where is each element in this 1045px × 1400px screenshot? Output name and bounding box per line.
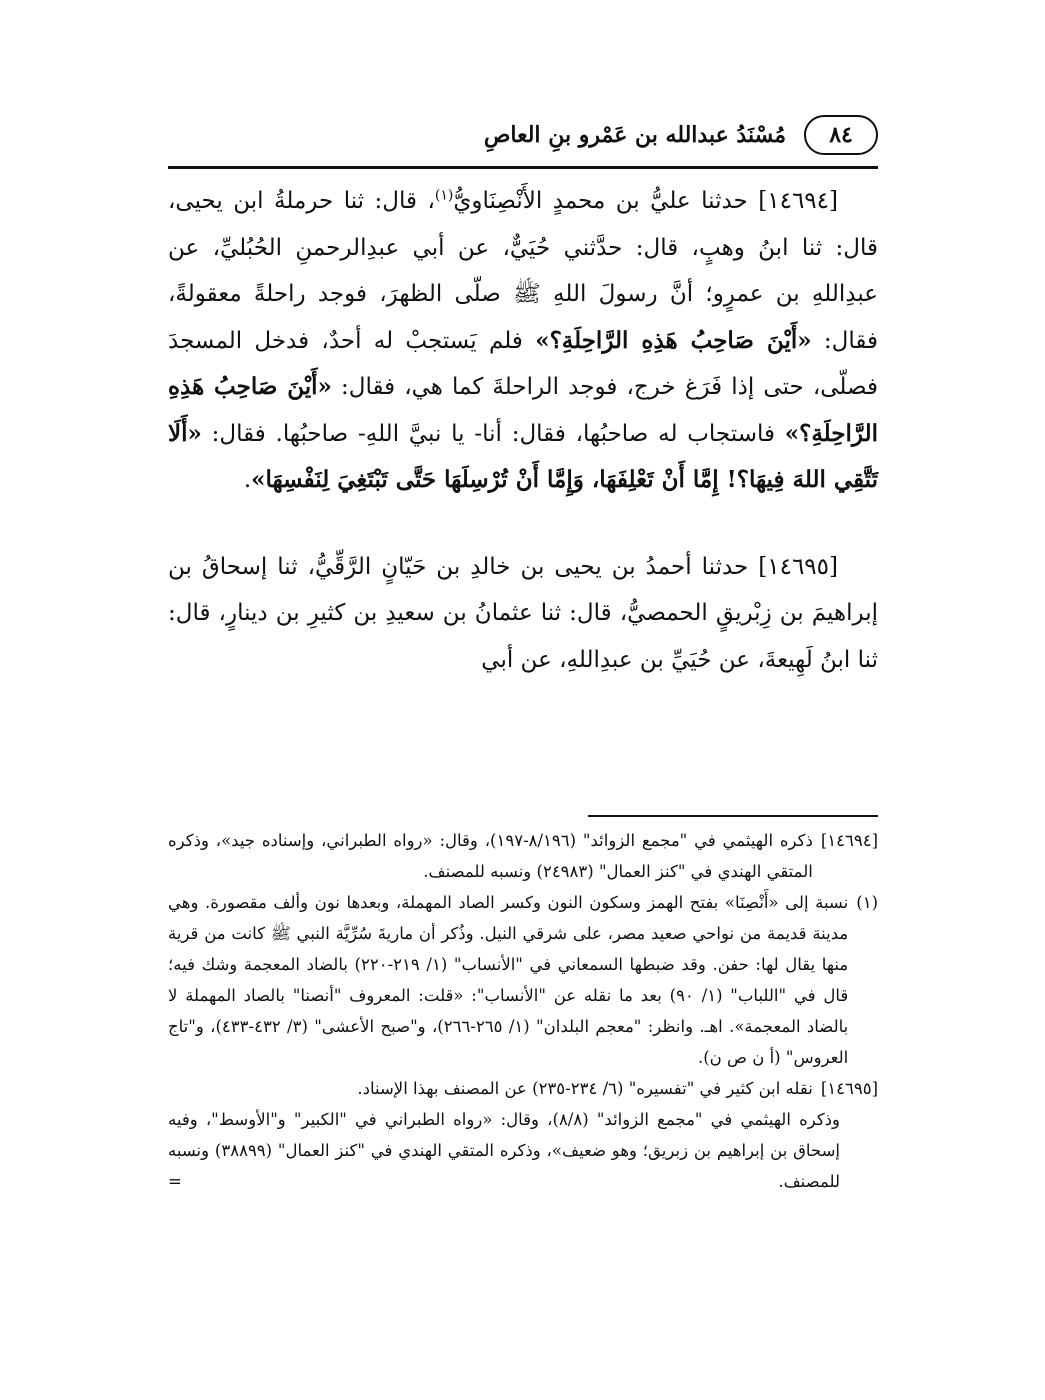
- footnote-mark: (١): [856, 893, 878, 912]
- footnote-ref-1[interactable]: (١): [434, 187, 454, 204]
- continuation-mark: =: [168, 1172, 182, 1191]
- footnote-14695: [168, 1073, 878, 1104]
- header-rule: [168, 166, 878, 169]
- footnote-14694: [168, 825, 878, 887]
- footnote-rule: [588, 815, 878, 817]
- prophetic-quote-3: «أَلَا تَتَّقِي اللهَ فِيهَا؟! إِمَّا أَنْ تَعْلِفَهَا، وَإِمَّا أَنْ تُرْسِلَهَا حَتَّى تَبْتَغِيَ لِنَفْسِهَا»: [168, 419, 878, 493]
- page-header: [168, 110, 878, 160]
- p1-text-d: فاستجاب له صاحبُها، فقال: أنا- يا نبيَّ اللهِ- صاحبُها. فقال:: [201, 420, 785, 447]
- footnote-14695-continued: [168, 1104, 878, 1197]
- running-title: مُسْنَدُ عبدالله بن عَمْرو بنِ العاصِ: [483, 122, 786, 148]
- main-text: [168, 178, 878, 683]
- prophetic-quote-2: «أَيْنَ صَاحِبُ هَذِهِ الرَّاحِلَةِ؟»: [168, 373, 878, 447]
- hadith-14694: [168, 178, 878, 504]
- footnotes: [168, 825, 878, 1197]
- footnote-text: نسبة إلى «أَنْصِنَا» بفتح الهمز وسكون النون وكسر الصاد المهملة، وبعدها نون وألف مقصورة. وهي مدينة قديمة من نواحي صعيد مصر، على شرقي النيل. وذُكر أن ماريةَ سُرِّيَّة النبي ﷺ كانت من قرية منها يقال لها: حفن. وقد ضبطها السمعاني في "الأنساب" (١/ ٢١٩-٢٢٠) بالضاد المعجمة وشك فيه؛ قال في "اللباب" (١/ ٩٠) بعد ما نقله عن "الأنساب": «قلت: المعروف "أنصنا" بالصاد المهملة لا بالضاد المعجمة». اهـ. وانظر: "معجم البلدان" (١/ ٢٦٥-٢٦٦)، و"صبح الأعشى" (٣/ ٤٣٢-٤٣٣)، و"تاج العروس" (أ ن ص ن).: [168, 893, 849, 1067]
- p1-text-b: ، قال: ثنا حرملةُ ابن يحيى، قال: ثنا ابنُ وهبٍ، قال: حدَّثني حُيَيٌّ، عن أبي عبدِالرحمنِ الحُبُليِّ، عن عبدِاللهِ بن عمرٍو؛ أنَّ رسولَ اللهِ ﷺ صلّى الظهرَ، فوجد راحلةً معقولةً، فقال:: [168, 188, 879, 354]
- footnote-text: وذكره الهيثمي في "مجمع الزوائد" (٨/٨)، وقال: «رواه الطبراني في "الكبير" و"الأوسط"، وفيه إسحاق بن إبراهيم بن زبريق؛ وهو ضعيف»، وذكره المتقي الهندي في "كنز العمال" (٣٨٨٩٩) ونسبه للمصنف.: [168, 1110, 840, 1191]
- footnote-text: ذكره الهيثمي في "مجمع الزوائد" (٨/١٩٦-١٩٧)، وقال: «رواه الطبراني، وإسناده جيد»، وذكره المتقي الهندي في "كنز العمال" (٢٤٩٨٣) ونسبه للمصنف.: [168, 831, 813, 881]
- footnote-mark: [١٤٦٩٥]: [820, 1079, 878, 1098]
- p1-text-a: [١٤٦٩٤] حدثنا عليُّ بن محمدٍ الأَنْصِنَاويُّ: [453, 188, 838, 214]
- prophetic-quote-1: «أَيْنَ صَاحِبُ هَذِهِ الرَّاحِلَةِ؟»: [535, 326, 812, 354]
- footnote-text: نقله ابن كثير في "تفسيره" (٦/ ٢٣٤-٢٣٥) عن المصنف بهذا الإسناد.: [357, 1079, 813, 1098]
- hadith-14695: [١٤٦٩٥] حدثنا أحمدُ بن يحيى بن خالدِ بن حَيّانٍ الرَّقِّيُّ، ثنا إسحاقُ بن إبراهيمَ بن زِبْريقٍ الحمصيُّ، قال: ثنا عثمانُ بن سعيدِ بن كثيرِ بن دينارٍ، قال: ثنا ابنُ لَهِيعةَ، عن حُيَيِّ بن عبدِاللهِ، عن أبي: [168, 553, 878, 673]
- page-number: ٨٤: [804, 115, 878, 155]
- p1-text-c: فلم يَستجبْ له أحدٌ، فدخل المسجدَ فصلّى، حتى إذا فَرَغ خرج، فوجد الراحلةَ كما هي، فقال:: [168, 327, 878, 400]
- footnote-1: [168, 887, 878, 1073]
- footnote-mark: [١٤٦٩٤]: [820, 831, 878, 850]
- p1-text-e: .: [243, 467, 252, 493]
